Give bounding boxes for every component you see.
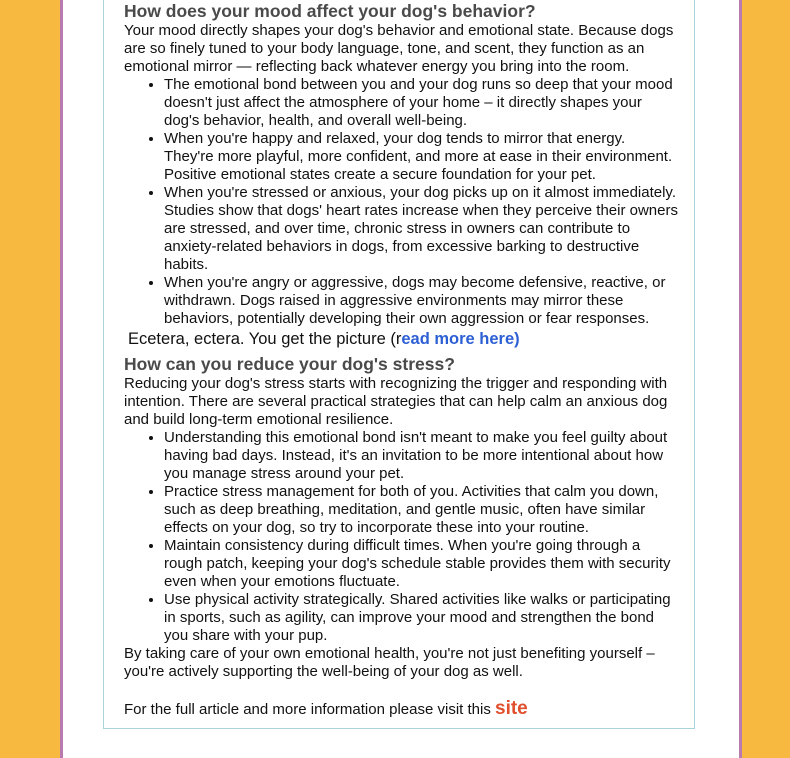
- list-item: • When you're stressed or anxious, your dog picks up on it almost immediately. Studies show that dogs' heart rates increase when they perceive their owners are stressed, and over time, chronic stress in owners can contribute to anxiety-related behaviors in dogs, from excessive barking to destructive habits.: [164, 184, 684, 274]
- list-item: • Use physical activity strategically. Shared activities like walks or participating in sports, such as agility, can improve your mood and strengthen the bond you share with your pup.: [164, 591, 684, 645]
- section-heading-stress: How can you reduce your dog's stress?: [124, 354, 455, 374]
- closing-paragraph: By taking care of your own emotional health, you're not just benefiting yourself – you're actively supporting the well-being of your dog as well.: [124, 645, 655, 680]
- stress-bullet-list: [124, 429, 684, 645]
- footer-line: [124, 700, 684, 719]
- article-content: [124, 0, 684, 719]
- list-item: • When you're happy and relaxed, your dog tends to mirror that energy. They're more playful, more confident, and more at ease in their environment. Positive emotional states create a secure foundation for your pet.: [164, 130, 684, 184]
- site-link[interactable]: site: [495, 698, 528, 719]
- list-item: • The emotional bond between you and your dog runs so deep that your mood doesn't just affect the atmosphere of your home – it directly shapes your dog's behavior, health, and overall well-being.: [164, 76, 684, 130]
- section-intro-mood: Your mood directly shapes your dog's behavior and emotional state. Because dogs are so finely tuned to your body language, tone, and scent, they function as an emotional mirror — reflecting back whatever energy you bring into the room.: [124, 22, 674, 75]
- read-more-link[interactable]: ead more here): [401, 330, 520, 348]
- section-heading-mood: How does your mood affect your dog's behavior?: [124, 1, 536, 21]
- list-item: • Maintain consistency during difficult times. When you're going through a rough patch, keeping your dog's schedule stable provides them with security even when your emotions fluctuate.: [164, 537, 684, 591]
- mood-bullet-list: [124, 76, 684, 328]
- footer-text: For the full article and more information please visit this: [124, 701, 495, 718]
- ecetera-line: [124, 329, 684, 349]
- section-intro-stress: Reducing your dog's stress starts with recognizing the trigger and responding with intention. There are several practical strategies that can help calm an anxious dog and build long-term emotional resilience.: [124, 375, 668, 428]
- list-item: • Practice stress management for both of you. Activities that calm you down, such as deep breathing, meditation, and gentle music, often have similar effects on your dog, so try to incorporate these into your routine.: [164, 483, 684, 537]
- ecetera-text: Ecetera, ectera. You get the picture (r: [128, 330, 402, 348]
- list-item: • Understanding this emotional bond isn't meant to make you feel guilty about having bad days. Instead, it's an invitation to be more intentional about how you manage stress around your pet.: [164, 429, 684, 483]
- list-item: • When you're angry or aggressive, dogs may become defensive, reactive, or withdrawn. Dogs raised in aggressive environments may mirror these behaviors, potentially developing their own aggression or fear responses.: [164, 274, 684, 328]
